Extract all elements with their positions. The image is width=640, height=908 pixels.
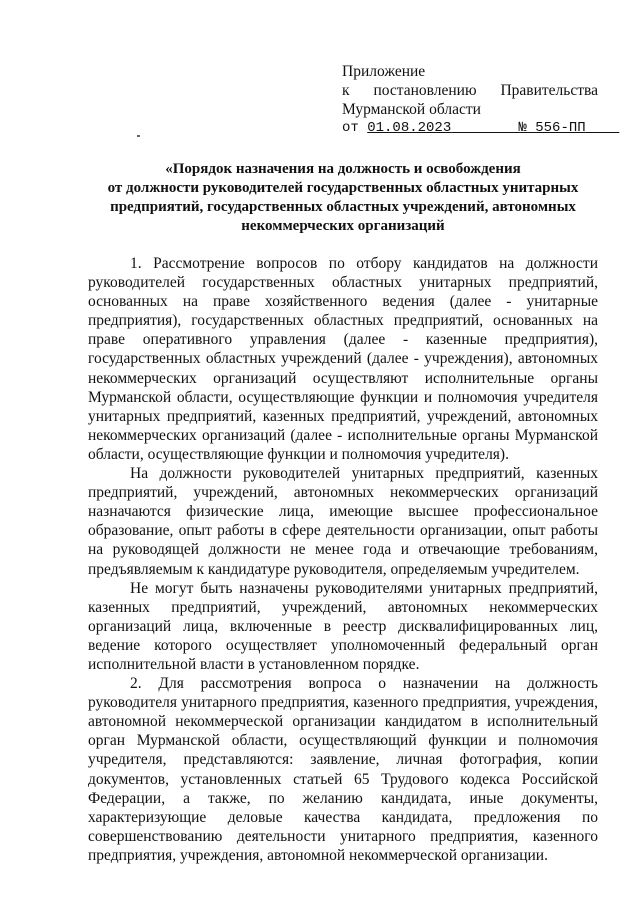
appendix-label: Приложение — [342, 63, 426, 80]
appendix-date-line — [342, 119, 598, 138]
appendix-government-word: Правительства — [500, 82, 598, 99]
appendix-k: к — [342, 82, 350, 99]
paragraph-2: На должности руководителей унитарных предприятий, казенных предприятий, учреждений, автономных некоммерческих организаций назначаются физические лица, имеющие высшее профессиональное образование, опыт работы в сфере деятельности организации, опыт работы на руководящей должности не менее года и отвечающие требованиям, предъявляемым к кандидатуре руководителя, определяемым учредителем. — [88, 465, 598, 578]
title-line-4: некоммерческих организаций — [241, 218, 445, 234]
resolution-number: № 556-ПП — [518, 120, 586, 136]
paragraph-4: 2. Для рассмотрения вопроса о назначении на должность руководителя унитарного предприятия, казенного предприятия, учреждения, автономной некоммерческой организации кандидатом в исполнительный орган Мурманской области, осуществляющий функции и полномочия учредителя, представляются: заявление, личная фотография, копии документов, установленных статьей 65 Трудового кодекса Российской Федерации, а также, по желанию кандидата, иные документы, характеризующие деловые качества кандидата, предложения по совершенствованию деятельности унитарного предприятия, казенного предприятия, учреждения, автономной некоммерческой организации. — [88, 675, 598, 864]
title-line-2: от должности руководителей государственных областных унитарных — [107, 180, 579, 196]
title-line-3: предприятий, государственных областных учреждений, автономных — [110, 199, 576, 215]
appendix-region: Мурманской области — [342, 101, 481, 118]
appendix-resolution-word: постановлению — [373, 82, 477, 99]
date-prefix: от — [342, 120, 368, 136]
resolution-date: 01.08.2023 — [367, 120, 452, 136]
appendix-resolution-line — [342, 81, 598, 100]
scan-speck — [137, 135, 140, 137]
document-body — [88, 254, 598, 865]
paragraph-3: Не могут быть назначены руководителями унитарных предприятий, казенных предприятий, учреждений, автономных некоммерческих организаций лица, включенные в реестр дисквалифицированных лиц, ведение которого осуществляет уполномоченный федеральный орган исполнительной власти в установленном порядке. — [88, 579, 598, 673]
document-title — [88, 160, 598, 236]
title-line-1: «Порядок назначения на должность и освобождения — [165, 161, 521, 177]
paragraph-1: 1. Рассмотрение вопросов по отбору кандидатов на должности руководителей государственных областных унитарных предприятий, основанных на праве хозяйственного ведения (далее - унитарные предприятия), государственных областных предприятий, основанных на праве оперативного управления (далее - казенные предприятия), государственных областных учреждений (далее - учреждения), автономных некоммерческих организаций осуществляют исполнительные органы Мурманской области, осуществляющие функции и полномочия учредителя унитарных предприятий, казенных предприятий, учреждений, автономных некоммерческих организаций (далее - исполнительные органы Мурманской области, осуществляющие функции и полномочия учредителя). — [88, 255, 598, 463]
appendix-header — [342, 62, 598, 138]
